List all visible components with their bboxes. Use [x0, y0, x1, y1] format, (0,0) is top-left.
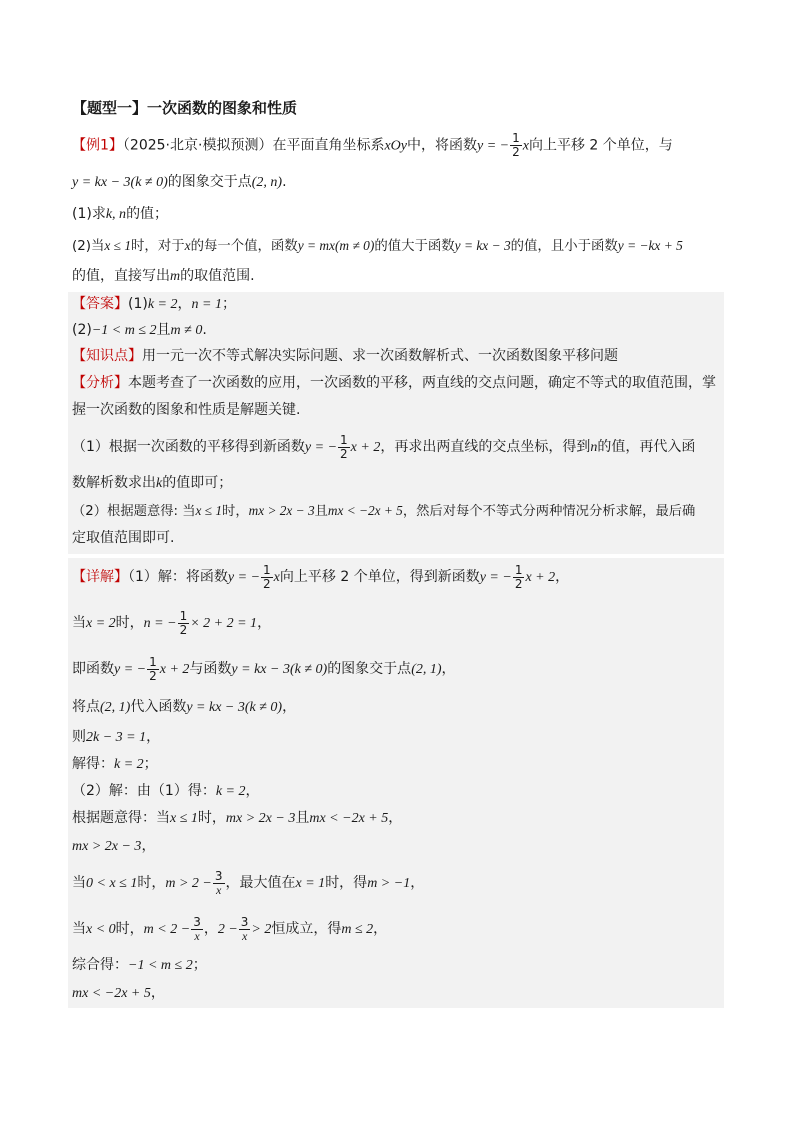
fraction — [338, 434, 350, 461]
text: (1)求 — [72, 206, 106, 222]
fraction-numerator: 1 — [340, 432, 348, 447]
math: x + 2 — [159, 662, 190, 677]
detail-line-9 — [72, 836, 155, 857]
math: y = −kx + 5 — [617, 238, 683, 253]
text: ， — [146, 729, 161, 745]
fraction-numerator: 3 — [240, 914, 249, 929]
detail-line-1 — [72, 562, 569, 592]
detail-line-10 — [72, 868, 424, 898]
text: ， — [441, 661, 456, 677]
fraction-denominator: x — [194, 928, 200, 943]
fraction — [261, 564, 273, 591]
text: 向上平移 2 个单位，与 — [528, 137, 673, 154]
math: m — [170, 269, 181, 284]
example-source: （2025·北京·模拟预测） — [122, 137, 273, 154]
answer-line-2 — [72, 320, 207, 341]
math: m ≤ 2 — [341, 922, 374, 937]
detail-line-4 — [72, 697, 296, 718]
fraction-numerator: 1 — [512, 131, 520, 145]
math: y = − — [227, 570, 261, 585]
text: 则 — [72, 729, 86, 745]
text: ， — [257, 615, 272, 631]
math: mx < −2x + 5 — [327, 503, 403, 518]
math: m < 2 − — [143, 922, 191, 937]
math: x ≤ 1 — [195, 503, 223, 518]
analysis-p1-cont — [72, 473, 232, 494]
text: 恒成立，得 — [271, 921, 342, 937]
detail-line-7 — [72, 781, 260, 802]
analysis-line-1 — [72, 373, 716, 393]
text: 用一元一次不等式解决实际问题、求一次函数解析式、一次函数图象平移问题 — [142, 348, 618, 364]
analysis-tag: 【分析】 — [72, 375, 128, 391]
text: ，最大值在 — [225, 875, 296, 891]
question-2 — [72, 236, 683, 257]
text: (2)当 — [72, 239, 105, 254]
text: 时，对于 — [131, 239, 185, 254]
math: x + 2 — [525, 570, 556, 585]
text: 的每一个值，函数 — [190, 239, 298, 254]
math: 0 < x ≤ 1 — [86, 876, 138, 891]
answer-line-1 — [72, 294, 236, 315]
math: n = − — [143, 616, 177, 631]
text: 的值； — [126, 206, 169, 222]
detail-tag: 【详解】 — [72, 569, 128, 585]
text: 时， — [115, 921, 144, 937]
fraction-numerator: 1 — [179, 608, 188, 623]
detail-line-5 — [72, 727, 160, 748]
math: y = kx − 3(k ≠ 0) — [186, 700, 283, 715]
text: ， — [373, 921, 388, 937]
math: x = 1 — [295, 876, 326, 891]
text: ； — [143, 756, 158, 772]
text: ， — [555, 569, 570, 585]
text: 在平面直角坐标系 — [272, 137, 385, 154]
fraction — [147, 656, 159, 683]
text: 的值大于函数 — [374, 239, 455, 254]
text: 当 — [72, 875, 86, 891]
example-tag: 【例1】 — [72, 137, 123, 154]
knowledge-tag: 【知识点】 — [72, 348, 142, 364]
math: k = 2 — [114, 757, 144, 772]
math: > 2 — [251, 922, 272, 937]
text: ， — [282, 699, 297, 715]
text: ； — [221, 296, 236, 312]
text: ； — [192, 957, 207, 973]
text: （2）根据题意得: 当 — [72, 504, 196, 519]
fraction — [213, 870, 225, 897]
math: y = kx − 3(k ≠ 0) — [231, 662, 328, 677]
fraction-numerator: 1 — [514, 562, 523, 577]
fraction-denominator: x — [241, 928, 248, 943]
math: m ≠ 0 — [170, 323, 203, 338]
fraction — [191, 916, 203, 943]
question-2-cont — [72, 266, 255, 287]
math: x < 0 — [86, 922, 116, 937]
detail-line-13 — [72, 983, 165, 1004]
math: mx > 2x − 3 — [225, 811, 296, 826]
text: 将点 — [72, 699, 100, 715]
fraction-denominator: 2 — [340, 446, 348, 461]
fraction-denominator: x — [216, 882, 222, 897]
analysis-p2-cont — [72, 528, 174, 548]
text: （1）解：将函数 — [128, 569, 228, 585]
text: 时， — [222, 504, 249, 519]
text: ， — [410, 875, 425, 891]
fraction — [239, 916, 251, 943]
text: 根据题意得：当 — [72, 810, 170, 826]
fraction-numerator: 1 — [149, 654, 157, 669]
math: y = kx − 3(k ≠ 0) — [72, 175, 168, 190]
text: ， — [388, 810, 403, 826]
detail-line-11 — [72, 914, 387, 944]
math: (2, 1) — [411, 662, 442, 677]
math: y = − — [114, 662, 147, 677]
fraction-denominator: 2 — [512, 145, 520, 159]
text: ， — [150, 985, 165, 1001]
math: x — [522, 138, 529, 154]
text: 且 — [314, 504, 328, 519]
analysis-p2 — [72, 501, 695, 522]
fraction-numerator: 3 — [214, 868, 223, 883]
analysis-p1 — [72, 432, 695, 462]
heading-tag: 【题型一】 — [72, 99, 148, 117]
text: 且 — [295, 810, 310, 826]
math: x + 2 — [350, 440, 381, 455]
math: mx < −2x + 5 — [72, 986, 151, 1001]
fraction-denominator: 2 — [263, 576, 271, 591]
text: （1）根据一次函数的平移得到新函数 — [72, 439, 305, 455]
math: −1 < m ≤ 2 — [128, 958, 193, 973]
math: n — [590, 440, 598, 455]
text: ， — [177, 296, 192, 312]
heading-title: 一次函数的图象和性质 — [147, 99, 298, 117]
text: 的图象交于点 — [167, 174, 252, 190]
text: . — [202, 322, 207, 338]
text: ，再求出两直线的交点坐标，得到 — [380, 439, 591, 455]
example-line-1 — [72, 132, 673, 158]
fraction-denominator: 2 — [149, 668, 157, 683]
knowledge-line — [72, 346, 618, 366]
math: 2k − 3 = 1 — [86, 730, 147, 745]
math: × 2 + 2 = 1 — [190, 616, 258, 631]
text: ， — [203, 921, 218, 937]
text: 综合得： — [72, 957, 128, 973]
math: k = 2 — [147, 297, 178, 312]
math: (2, n) — [251, 175, 283, 190]
math: k — [156, 476, 163, 491]
fraction-denominator: 2 — [514, 576, 523, 591]
math: x ≤ 1 — [104, 238, 132, 253]
section-heading — [72, 98, 297, 118]
detail-line-2 — [72, 608, 271, 638]
text: 数解析数求出 — [72, 475, 156, 491]
math: m > 2 − — [165, 876, 212, 891]
text: . — [282, 174, 287, 190]
fraction — [510, 132, 522, 159]
text: (1) — [128, 296, 148, 312]
math: x ≤ 1 — [170, 811, 198, 826]
math: x — [273, 570, 280, 585]
text: 的值即可； — [162, 475, 233, 491]
math: mx < −2x + 5 — [309, 811, 389, 826]
detail-line-8 — [72, 808, 402, 829]
math: y = mx(m ≠ 0) — [297, 238, 375, 253]
math: xOy — [384, 138, 407, 154]
math: k, n — [105, 207, 127, 222]
text: 的值，且小于函数 — [510, 239, 618, 254]
text: 的值，再代入函 — [597, 439, 696, 455]
math: y = − — [479, 570, 512, 585]
text: 的取值范围. — [180, 268, 255, 284]
text: ，然后对每个不等式分两种情况分析求解，最后确 — [402, 504, 696, 519]
text: 的图象交于点 — [327, 661, 412, 677]
text: 时，得 — [325, 875, 368, 891]
math: mx > 2x − 3 — [248, 503, 315, 518]
math: y = − — [304, 440, 338, 455]
text: 握一次函数的图象和性质是解题关键. — [72, 402, 301, 418]
analysis-line-2 — [72, 400, 300, 420]
detail-line-3 — [72, 654, 456, 684]
text: 且 — [156, 322, 171, 338]
math: m > −1 — [367, 876, 411, 891]
fraction-numerator: 1 — [263, 562, 271, 577]
text: 代入函数 — [130, 699, 187, 715]
math: y = kx − 3 — [454, 238, 511, 253]
answer-tag: 【答案】 — [72, 296, 128, 312]
text: 当 — [72, 921, 86, 937]
fraction — [513, 564, 525, 591]
math: x — [184, 238, 191, 253]
text: 与函数 — [189, 661, 232, 677]
math: n = 1 — [191, 297, 222, 312]
text: 时， — [115, 615, 144, 631]
math: 2 − — [217, 922, 238, 937]
text: 本题考查了一次函数的应用，一次函数的平移，两直线的交点问题，确定不等式的取值范围，掌 — [128, 375, 716, 391]
question-1 — [72, 204, 168, 225]
text: 中，将函数 — [407, 137, 477, 154]
text: 时， — [197, 810, 226, 826]
text: ， — [245, 783, 260, 799]
fraction-denominator: 2 — [179, 622, 188, 637]
text: 解得： — [72, 756, 114, 772]
text: 定取值范围即可. — [72, 530, 175, 546]
math: x = 2 — [86, 616, 116, 631]
detail-line-6 — [72, 754, 158, 775]
fraction — [178, 610, 190, 637]
fraction-numerator: 3 — [193, 914, 201, 929]
math: k = 2 — [215, 784, 246, 799]
text: 即函数 — [72, 661, 114, 677]
example-line-2 — [72, 172, 287, 193]
text: (2) — [72, 322, 92, 338]
text: 时， — [137, 875, 166, 891]
text: 向上平移 2 个单位，得到新函数 — [279, 569, 480, 585]
text: 当 — [72, 615, 86, 631]
text: （2）解：由（1）得： — [72, 783, 216, 799]
math: y = − — [477, 138, 510, 154]
detail-line-12 — [72, 955, 207, 976]
text: ， — [141, 838, 156, 854]
math: mx > 2x − 3 — [72, 839, 142, 854]
math: −1 < m ≤ 2 — [91, 323, 157, 338]
math: (2, 1) — [100, 700, 131, 715]
text: 的值，直接写出 — [72, 268, 170, 284]
